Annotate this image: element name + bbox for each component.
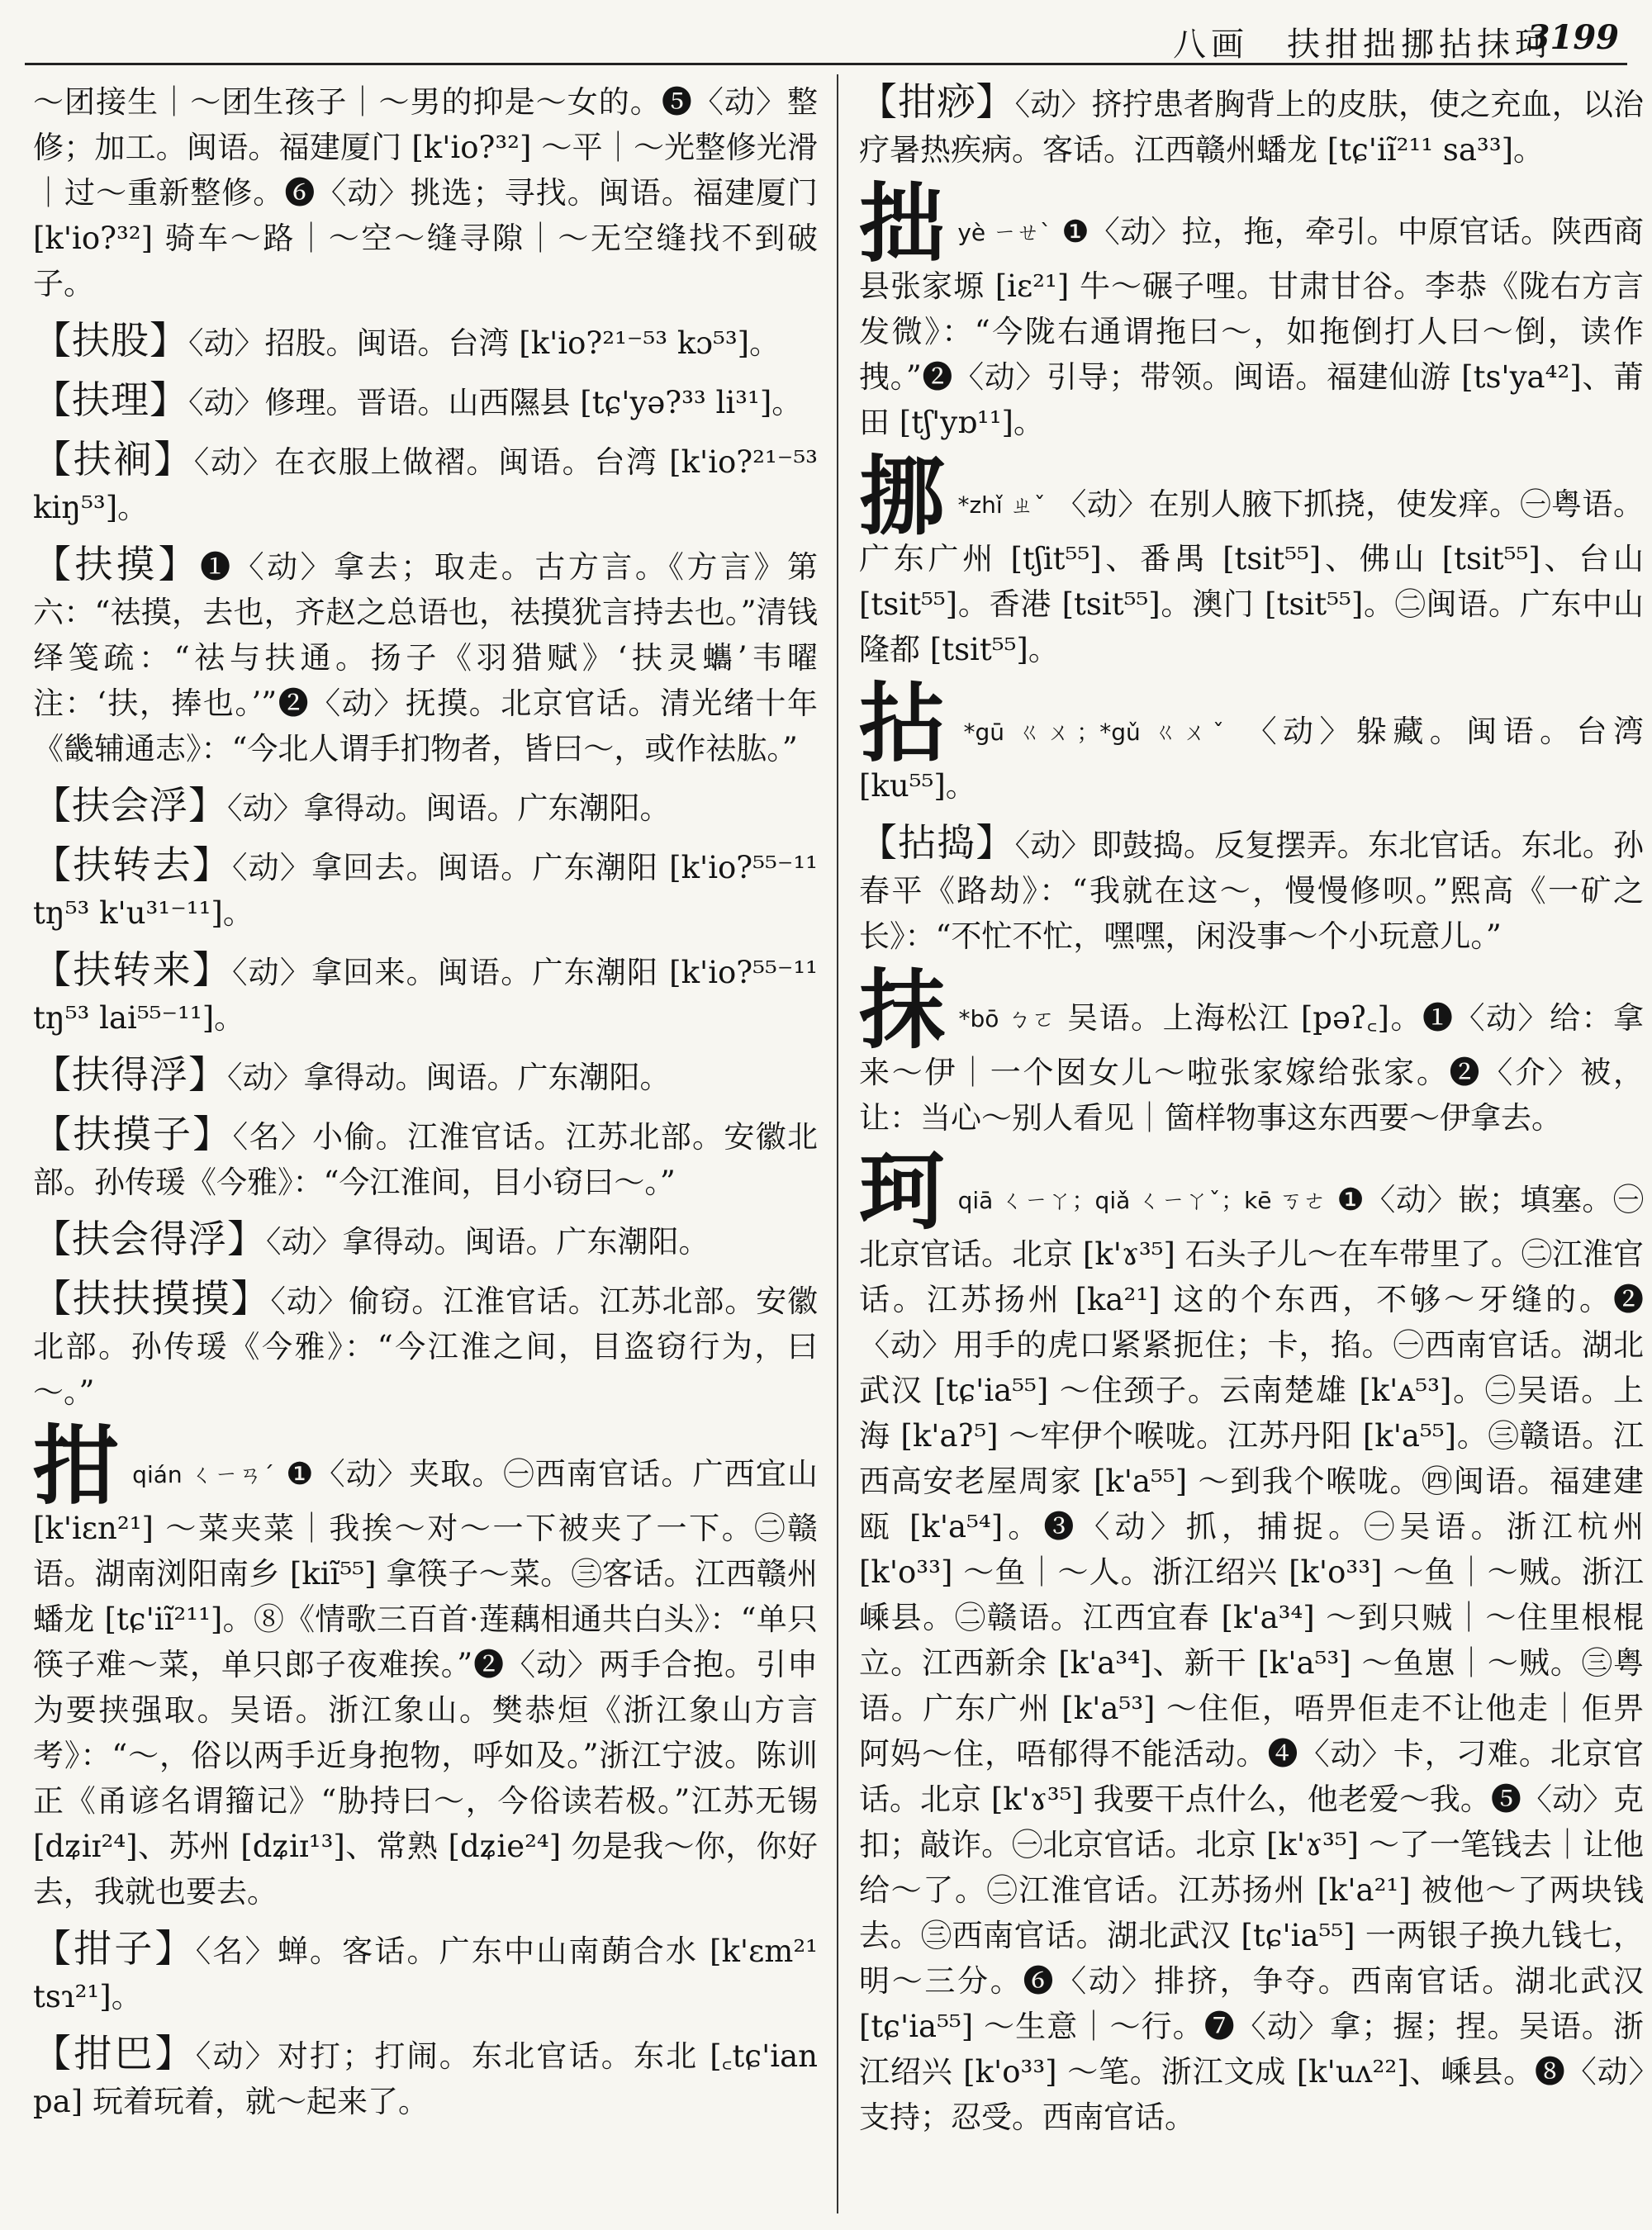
dictionary-entry — [33, 1217, 818, 1264]
definition-text: 〈动〉拿得动。闽语。广东潮阳。 — [266, 1224, 710, 1260]
definition-text: 〈动〉拿得动。闽语。广东潮阳。 — [227, 1060, 671, 1095]
running-head: 八画 扶拑拙挪拈抹珂 — [1173, 26, 1553, 64]
definition-text: 〈动〉躲藏。闽语。台湾 [ku⁵⁵]。 — [859, 714, 1645, 804]
left-column — [33, 79, 818, 2136]
definition-text: ～团接生｜～团生孩子｜～男的抑是～女的。❺〈动〉整修；加工。闽语。福建厦门 [k'io?³²] ～平｜～光整修光滑｜过～重新整修。❻〈动〉挑选；寻找。闽语。福建厦门 [k'io?³²] 骑车～路｜～空～缝寻隙｜～无空缝找不到破子。 — [33, 84, 818, 301]
dictionary-entry — [33, 842, 818, 936]
compound-headword: 【扶会得浮】 — [33, 1217, 266, 1261]
compound-headword: 【扶转来】 — [33, 947, 232, 992]
page-number: 3199 — [1526, 18, 1619, 57]
definition-text: ❶〈动〉拿去；取走。古方言。《方言》第六：“祛摸，去也，齐赵之总语也，祛摸犹言持去也。”清钱绎笺疏：“祛与扶通。扬子《羽猎赋》‘扶灵蠵’韦曜注：‘扶，捧也。’”❷〈动〉抚摸。北京官话。清光绪十年《畿辅通志》：“今北人谓手扪物者，皆曰～，或作祛肱。” — [33, 549, 819, 766]
compound-headword: 【扶摸】 — [33, 542, 201, 586]
definition-text: 〈名〉蝉。客话。广东中山南蓢合水 [k'ɛm²¹ tsɿ²¹]。 — [33, 1933, 819, 2014]
pronunciation: qiā ㄑㄧㄚ；qiǎ ㄑㄧㄚˇ；kē ㄎㄜ — [957, 1187, 1327, 1214]
dictionary-entry — [33, 2031, 818, 2124]
column-divider — [837, 74, 838, 2213]
dictionary-entry — [33, 783, 818, 831]
dictionary-entry — [33, 318, 818, 366]
compound-headword: 【拑痧】 — [859, 79, 1015, 124]
dictionary-entry — [859, 173, 1644, 445]
dictionary-entry — [33, 1276, 818, 1415]
right-column — [859, 79, 1644, 2152]
character-headword: 拈 — [859, 672, 952, 774]
dictionary-entry — [33, 947, 818, 1041]
dictionary-entry — [859, 959, 1644, 1141]
character-headword: 抹 — [859, 959, 947, 1060]
compound-headword: 【扶会浮】 — [33, 783, 227, 828]
compound-headword: 【扶扶摸摸】 — [33, 1276, 271, 1321]
compound-headword: 【扶转去】 — [33, 842, 232, 887]
definition-text: 〈动〉偷窃。江淮官话。江苏北部。安徽北部。孙传瑗《今雅》：“今江淮之间，目盗窃行为，曰～。” — [33, 1283, 819, 1410]
compound-headword: 【扶理】 — [33, 377, 188, 422]
character-headword: 拙 — [859, 173, 947, 274]
definition-text: 〈动〉修理。晋语。山西隰县 [tɕ'yə?³³ li³¹]。 — [188, 385, 803, 420]
dictionary-entry — [859, 820, 1644, 959]
definition-text: 〈动〉挤拧患者胸背上的皮肤，使之充血，以治疗暑热疾病。客话。江西赣州蟠龙 [tɕ'iĩ²¹¹ sa³³]。 — [859, 87, 1645, 168]
definition-text: 〈动〉拿回去。闽语。广东潮阳 [k'io?⁵⁵⁻¹¹ tŋ⁵³ k'u³¹⁻¹¹]。 — [33, 850, 819, 931]
definition-text: 〈动〉在衣服上做褶。闽语。台湾 [k'io?²¹⁻⁵³ kiŋ⁵³]。 — [33, 444, 818, 525]
compound-headword: 【拈捣】 — [859, 820, 1015, 865]
pronunciation: qián ㄑㄧㄢˊ — [132, 1461, 276, 1488]
pronunciation: *bō ㄅㄛ — [958, 1005, 1056, 1032]
dictionary-entry — [33, 1052, 818, 1100]
dictionary-entry — [33, 377, 818, 425]
definition-text: 〈名〉小偷。江淮官话。江苏北部。安徽北部。孙传瑗《今雅》：“今江淮间，目小窃曰～。” — [33, 1119, 819, 1200]
compound-headword: 【扶股】 — [33, 318, 188, 363]
pronunciation: *gū ㄍㄨ；*gǔ ㄍㄨˇ — [963, 719, 1231, 746]
page-header — [0, 0, 1652, 64]
definition-text: 〈动〉在别人腋下抓挠，使发痒。㊀粤语。广东广州 [tʃit⁵⁵]、番禺 [tsit⁵⁵]、佛山 [tsit⁵⁵]、台山 [tsit⁵⁵]。香港 [tsit⁵⁵]。澳门 [tsit⁵⁵]。㊁闽语。广东中山隆都 [tsit⁵⁵]。 — [859, 486, 1644, 667]
dictionary-entry — [859, 672, 1645, 809]
definition-text: 〈动〉即鼓捣。反复摆弄。东北官话。东北。孙春平《路劫》：“我就在这～，慢慢修呗。”熙高《一矿之长》：“不忙不忙，嘿嘿，闲没事～个小玩意儿。” — [859, 828, 1645, 954]
dictionary-entry — [859, 1141, 1644, 2140]
dictionary-entry — [859, 79, 1644, 173]
dictionary-entry — [33, 542, 818, 771]
compound-headword: 【拑子】 — [33, 1926, 196, 1971]
dictionary-entry — [33, 1926, 818, 2019]
character-headword: 珂 — [859, 1141, 947, 1242]
pronunciation: *zhǐ ㄓˇ — [957, 491, 1047, 519]
definition-text: ❶〈动〉拉，拖，牵引。中原官话。陕西商县张家塬 [iɛ²¹] 牛～碾子哩。甘肃甘谷。李恭《陇右方言发微》：“今陇右通谓拖曰～，如拖倒打人曰～倒，读作拽。”❷〈动〉引导；带领。闽语。福建仙游 [ts'ya⁴²]、莆田 [tʃ'yɒ¹¹]。 — [859, 214, 1644, 440]
compound-headword: 【扶裥】 — [33, 437, 194, 482]
compound-headword: 【扶得浮】 — [33, 1052, 227, 1097]
pronunciation: yè ㄧㄝˋ — [957, 219, 1052, 246]
dictionary-entry — [33, 1415, 818, 1914]
definition-text: 〈动〉对打；打闹。东北官话。东北 [꜀tɕ'ian pa] 玩着玩着，就～起来了。 — [33, 2038, 818, 2119]
definition-text: 〈动〉拿得动。闽语。广东潮阳。 — [227, 790, 671, 826]
definition-text: 吴语。上海松江 [pəʔ꜀]。❶〈动〉给：拿来～伊｜一个囡女儿～啦张家嫁给张家。❷〈介〉被，让：当心～别人看见｜箇样物事这东西要～伊拿去。 — [859, 1000, 1644, 1136]
dictionary-entry — [33, 1112, 818, 1205]
character-headword: 拑 — [33, 1415, 121, 1516]
definition-text: ❶〈动〉夹取。㊀西南官话。广西宜山 [k'iɛn²¹] ～菜夹菜｜我挨～对～一下被夹了一下。㊁赣语。湖南浏阳南乡 [kiĩ⁵⁵] 拿筷子～菜。㊂客话。江西赣州蟠龙 [tɕ'iĩ²¹¹]。⑧《情歌三百首·莲藕相通共白头》：“单只筷子难～菜，单只郎子夜难挨。”❷〈动〉两手合抱。引申为要挟强取。吴语。浙江象山。樊恭烜《浙江象山方言考》：“～，俗以两手近身抱物，呼如及。”浙江宁波。陈训正《甬谚名谓籀记》“胁持曰～，今俗读若极。”江苏无锡 [dʑiɪ²⁴]、苏州 [dʑiɪ¹³]、常熟 [dʑie²⁴] 勿是我～你，你好去，我就也要去。 — [33, 1456, 818, 1910]
compound-headword: 【拑巴】 — [33, 2031, 196, 2076]
definition-text: ❶〈动〉嵌；填塞。㊀北京官话。北京 [k'ɤ³⁵] 石头子儿～在车带里了。㊁江淮官话。江苏扬州 [ka²¹] 这的个东西，不够～牙缝的。❷〈动〉用手的虎口紧紧扼住；卡，掐。㊀西南官话。湖北武汉 [tɕ'ia⁵⁵] ～住颈子。云南楚雄 [k'ᴀ⁵³]。㊁吴语。上海 [k'aʔ⁵] ～牢伊个喉咙。江苏丹阳 [k'a⁵⁵]。㊂赣语。江西高安老屋周家 [k'a⁵⁵] ～到我个喉咙。㊃闽语。福建建瓯 [k'a⁵⁴]。❸〈动〉抓，捕捉。㊀吴语。浙江杭州 [k'o³³] ～鱼｜～人。浙江绍兴 [k'o³³] ～鱼｜～贼。浙江嵊县。㊁赣语。江西宜春 [k'a³⁴] ～到只贼｜～住里根棍立。江西新余 [k'a³⁴]、新干 [k'a⁵³] ～鱼崽｜～贼。㊂粤语。广东广州 [k'a⁵³] ～住佢，唔畀佢走不让他走｜佢畀阿妈～住，唔郁得不能活动。❹〈动〉卡，刁难。北京官话。北京 [k'ɤ³⁵] 我要干点什么，他老爱～我。❺〈动〉克扣；敲诈。㊀北京官话。北京 [k'ɤ³⁵] ～了一笔钱去｜让他给～了。㊁江淮官话。江苏扬州 [k'a²¹] 被他～了两块钱去。㊂西南官话。湖北武汉 [tɕ'ia⁵⁵] 一两银子换九钱七，明～三分。❻〈动〉排挤，争夺。西南官话。湖北武汉 [tɕ'ia⁵⁵] ～生意｜～行。❼〈动〉拿；握；捏。吴语。浙江绍兴 [k'o³³] ～笔。浙江文成 [k'uʌ²²]、嵊县。❽〈动〉支持；忍受。西南官话。 — [859, 1182, 1644, 2135]
dictionary-entry — [33, 79, 818, 306]
header-rule — [25, 63, 1627, 65]
definition-text: 〈动〉拿回来。闽语。广东潮阳 [k'io?⁵⁵⁻¹¹ tŋ⁵³ lai⁵⁵⁻¹¹]。 — [33, 955, 819, 1036]
dictionary-entry — [859, 445, 1644, 672]
definition-text: 〈动〉招股。闽语。台湾 [k'io?²¹⁻⁵³ kɔ⁵³]。 — [188, 325, 781, 361]
dictionary-entry — [33, 437, 818, 530]
compound-headword: 【扶摸子】 — [33, 1112, 233, 1156]
character-headword: 挪 — [859, 445, 947, 547]
